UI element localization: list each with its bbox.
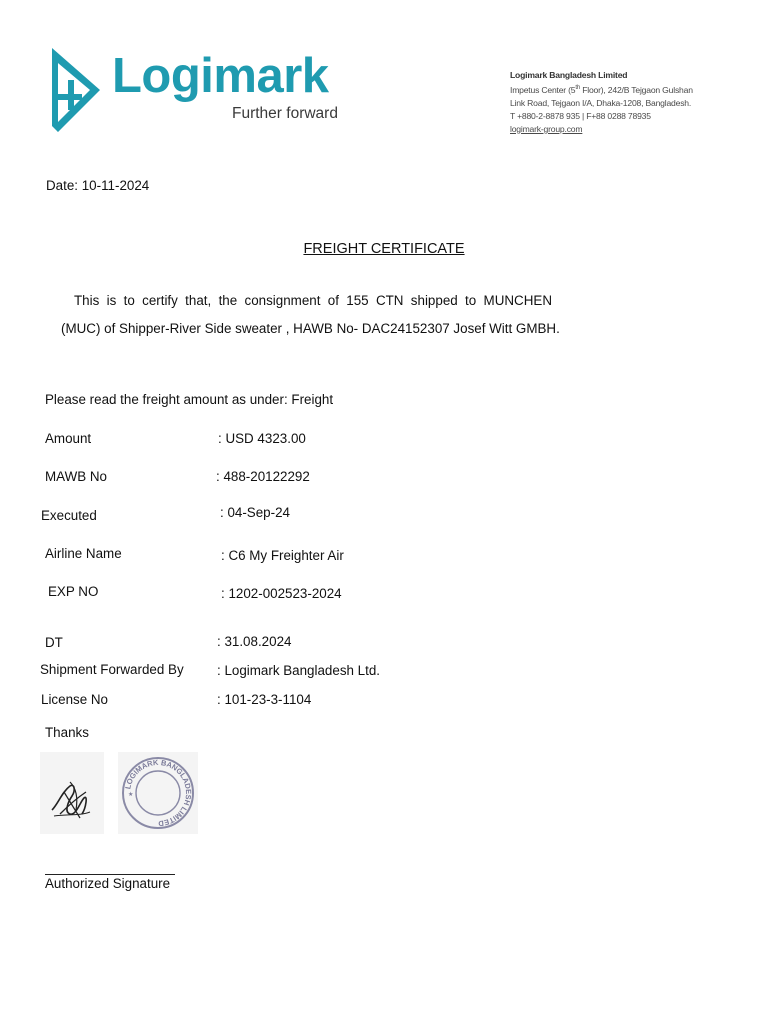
handwritten-signature-icon (40, 752, 104, 834)
thanks-text: Thanks (45, 725, 89, 740)
field-label-airline: Airline Name (45, 546, 122, 561)
field-value-amount: : USD 4323.00 (218, 431, 306, 446)
company-stamp-icon (118, 752, 198, 834)
address-line1-sup: th (575, 85, 580, 91)
company-address-line2: Link Road, Tejgaon I/A, Dhaka-1208, Bangladesh. (510, 97, 692, 108)
field-label-mawb: MAWB No (45, 469, 107, 484)
field-label-amount: Amount (45, 431, 92, 446)
svg-text:LOGIMARK BANGLADESH LIMITED: LOGIMARK BANGLADESH LIMITED (123, 757, 194, 829)
signature-line (45, 874, 175, 875)
freight-intro: Please read the freight amount as under: Freight (45, 392, 334, 407)
document-date: Date: 10-11-2024 (46, 178, 150, 193)
signature-stamp-area (40, 752, 200, 834)
company-name: Logimark Bangladesh Limited (510, 70, 628, 80)
company-address-block (510, 69, 710, 136)
document-title: FREIGHT CERTIFICATE (303, 241, 465, 257)
company-website: logimark-group.com (510, 123, 583, 134)
field-value-forwarded-by: : Logimark Bangladesh Ltd. (217, 663, 381, 678)
field-label-exp-no: EXP NO (48, 584, 99, 599)
authorized-signature-label: Authorized Signature (45, 876, 171, 891)
company-address-line1 (510, 82, 710, 97)
field-label-dt: DT (45, 635, 63, 650)
address-line1-pre: Impetus Center (5 (510, 84, 576, 95)
logo-mark-icon (44, 44, 104, 136)
field-value-mawb: : 488-20122292 (216, 469, 310, 484)
field-value-executed: : 04-Sep-24 (220, 505, 290, 520)
field-label-executed: Executed (41, 508, 97, 523)
field-value-license-no: : 101-23-3-1104 (217, 692, 312, 707)
certificate-paragraph-line2: (MUC) of Shipper-River Side sweater , HAWB No- DAC24152307 Josef Witt GMBH. (61, 321, 560, 336)
field-label-forwarded-by: Shipment Forwarded By (40, 662, 184, 677)
certificate-paragraph-line1: This is to certify that, the consignment of 155 CTN shipped to MUNCHEN (74, 293, 552, 308)
field-value-airline: : C6 My Freighter Air (221, 548, 344, 563)
svg-text:★: ★ (128, 791, 134, 798)
address-line1-post: Floor), 242/B Tejgaon Gulshan (580, 84, 693, 95)
field-value-dt: : 31.08.2024 (217, 634, 292, 649)
logo-name: Logimark (112, 49, 329, 103)
field-label-license-no: License No (41, 692, 108, 707)
logo-tagline: Further forward (232, 105, 338, 122)
field-value-exp-no: : 1202-002523-2024 (221, 586, 342, 601)
company-contact: T +880-2-8878 935 | F+88 0288 78935 (510, 110, 651, 121)
company-logo (44, 44, 354, 140)
